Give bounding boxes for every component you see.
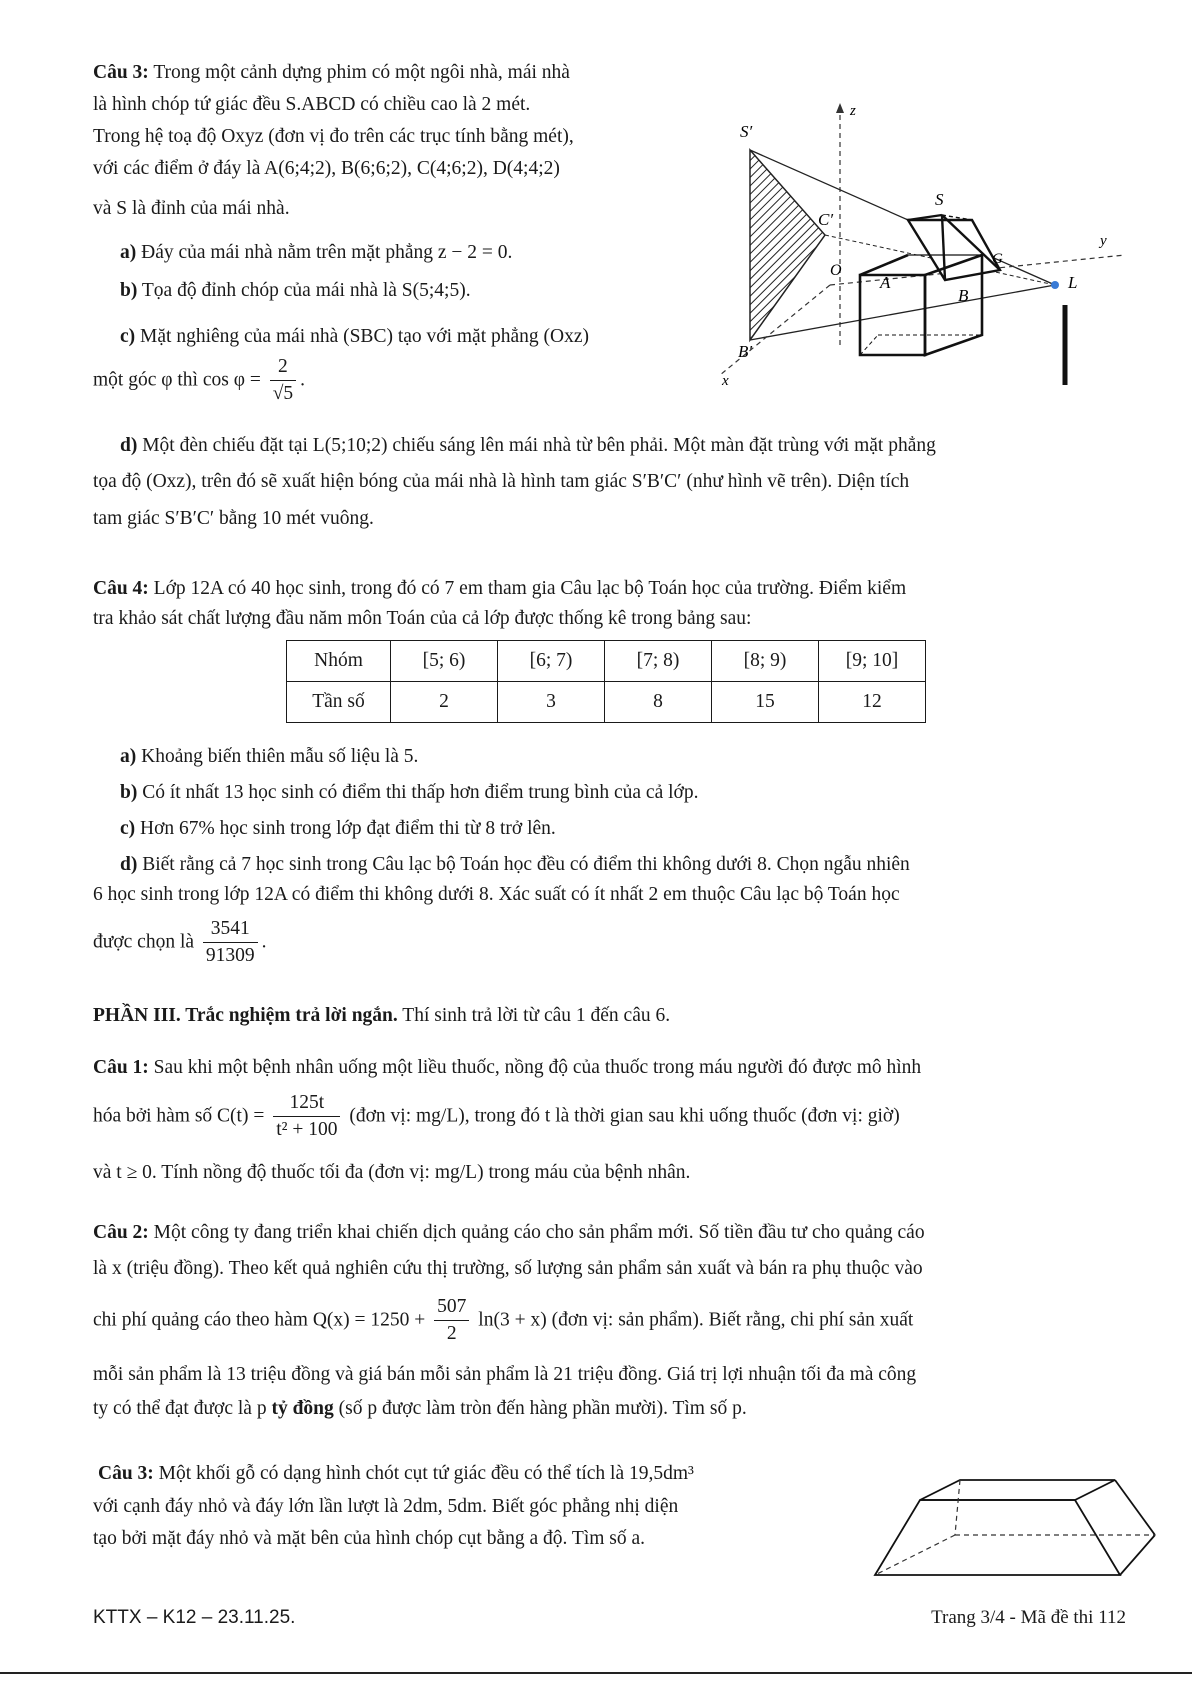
table-cell: 8 — [605, 682, 712, 723]
z-axis-label: z — [850, 103, 856, 119]
q3a-intro-line-5: và S là đỉnh của mái nhà. — [93, 198, 290, 219]
footer-left: KTTX – K12 – 23.11.25. — [93, 1607, 296, 1628]
q3a-label: Câu 3: — [93, 62, 149, 83]
q3a-statement-a: a) Đáy của mái nhà nằm trên mặt phẳng z − 2 = 0. — [120, 242, 513, 263]
q4-statement-c: c) Hơn 67% học sinh trong lớp đạt điểm thi từ 8 trở lên. — [120, 818, 556, 839]
q3a-statement-d-line-3: tam giác S′B′C′ bằng 10 mét vuông. — [93, 508, 374, 529]
pyramid-base — [908, 220, 1000, 280]
bottom-rule — [0, 1672, 1192, 1674]
q4-statement-d-line-3: được chọn là $\frac{3541}{91309}$ . — [93, 916, 267, 969]
q1-line-3: và t ≥ 0. Tính nồng độ thuốc tối đa (đơn vị: mg/L) trong máu của bệnh nhân. — [93, 1162, 691, 1183]
q3a-intro-line-4: với các điểm ở đáy là A(6;4;2), B(6;6;2), C(4;6;2), D(4;4;2) — [93, 158, 560, 179]
q3a-statement-b: b) Tọa độ đỉnh chóp của mái nhà là S(5;4;5). — [120, 280, 471, 301]
frequency-table — [286, 640, 926, 723]
point-S: S — [935, 190, 944, 209]
q2-line-2: là x (triệu đồng). Theo kết quả nghiên cứu thị trường, số lượng sản phẩm sản xuất và bán ra phụ thuộc vào — [93, 1258, 923, 1279]
q4-statement-a: a) Khoảng biến thiên mẫu số liệu là 5. — [120, 746, 419, 767]
q4-statement-d-line-2: 6 học sinh trong lớp 12A có điểm thi không dưới 8. Xác suất có ít nhất 2 em thuộc Câu lạc bộ Toán học — [93, 884, 900, 905]
q2-line-4: mỗi sản phẩm là 13 triệu đồng và giá bán mỗi sản phẩm là 21 triệu đồng. Giá trị lợi nhuận tối đa mà công — [93, 1364, 917, 1385]
q3a-intro-line-3: Trong hệ toạ độ Oxyz (đơn vị đo trên các trục tính bằng mét), — [93, 126, 574, 147]
table-cell: 3 — [498, 682, 605, 723]
concentration-fraction: $\frac{125t}{\text{t² + 100}}$ — [273, 1090, 340, 1143]
point-Sp: S′ — [740, 122, 753, 141]
table-header-cell: Nhóm — [287, 641, 391, 682]
point-L: L — [1068, 273, 1078, 292]
table-cell: 15 — [712, 682, 819, 723]
q2-line-1: Câu 2: Một công ty đang triển khai chiến dịch quảng cáo cho sản phẩm mới. Số tiền đầu tư cho quảng cáo — [93, 1222, 925, 1243]
table-cell: 12 — [819, 682, 926, 723]
q1-label: Câu 1: — [93, 1057, 149, 1078]
q3a-statement-c-cont: một góc φ thì cos φ = $\frac{2}{√5}$ . — [93, 354, 305, 407]
table-cell: [7; 8) — [605, 641, 712, 682]
frustum-front-face — [875, 1500, 1120, 1575]
q2-line-5: ty có thể đạt được là p tỷ đồng (số p được làm tròn đến hàng phần mười). Tìm số p. — [93, 1398, 747, 1419]
q1-line-2: hóa bởi hàm số C(t) = $\frac{125t}{\text{t² + 100}}$ (đơn vị: mg/L), trong đó t là thời gian sau khi uống thuốc (đơn vị: giờ) — [93, 1090, 900, 1143]
q4-intro-line-1: Câu 4: Lớp 12A có 40 học sinh, trong đó có 7 em tham gia Câu lạc bộ Toán học của trường. Điểm kiểm — [93, 578, 907, 599]
q3b-line-1: Câu 3: Một khối gỗ có dạng hình chót cụt tứ giác đều có thể tích là 19,5dm³ — [98, 1463, 694, 1484]
cos-fraction: $\frac{2}{√5}$ — [270, 354, 296, 407]
point-G: G — [992, 251, 1003, 267]
part3-heading: PHẦN III. Trắc nghiệm trả lời ngắn. Thí sinh trả lời từ câu 1 đến câu 6. — [93, 1005, 671, 1026]
point-B: B — [958, 286, 969, 305]
q1-line-1: Câu 1: Sau khi một bệnh nhân uống một liều thuốc, nồng độ của thuốc trong máu người đó được mô hình — [93, 1057, 922, 1078]
q2-fraction: $\frac{507}{2}$ — [434, 1294, 469, 1347]
house-front — [860, 275, 925, 355]
table-cell: [8; 9) — [712, 641, 819, 682]
probability-fraction: $\frac{3541}{91309}$ — [203, 916, 258, 969]
q3a-intro-line-2: là hình chóp tứ giác đều S.ABCD có chiều cao là 2 mét. — [93, 94, 531, 115]
table-cell: 2 — [391, 682, 498, 723]
footer-right: Trang 3/4 - Mã đề thi 112 — [931, 1607, 1126, 1628]
q3b-line-2: với cạnh đáy nhỏ và đáy lớn lần lượt là 2dm, 5dm. Biết góc phẳng nhị diện — [93, 1496, 679, 1517]
table-cell: [6; 7) — [498, 641, 605, 682]
q3b-label: Câu 3: — [98, 1463, 154, 1484]
q3a-statement-c: c) Mặt nghiêng của mái nhà (SBC) tạo với mặt phẳng (Oxz) — [120, 326, 589, 347]
roof-shadow-figure — [722, 95, 1130, 395]
y-axis-label: y — [1100, 233, 1107, 249]
q3a-statement-d-line-1: d) Một đèn chiếu đặt tại L(5;10;2) chiếu sáng lên mái nhà từ bên phải. Một màn đặt trùng với mặt phẳng — [120, 435, 936, 456]
point-A: A — [880, 273, 891, 292]
table-cell: [5; 6) — [391, 641, 498, 682]
q4-intro-line-2: tra khảo sát chất lượng đầu năm môn Toán của cả lớp được thống kê trong bảng sau: — [93, 608, 752, 629]
frustum-top-face — [920, 1480, 1115, 1500]
table-row-groups — [287, 641, 926, 682]
point-Cp: C′ — [818, 210, 834, 229]
table-header-cell: Tần số — [287, 682, 391, 723]
light-ray-2 — [750, 285, 1055, 340]
q2-label: Câu 2: — [93, 1222, 149, 1243]
x-axis-label: x — [722, 373, 729, 389]
frustum-figure — [870, 1450, 1160, 1590]
q3a-statement-d-line-2: tọa độ (Oxz), trên đó sẽ xuất hiện bóng của mái nhà là hình tam giác S′B′C′ (như hình vẽ trên). Diện tích — [93, 471, 910, 492]
q3b-line-3: tạo bởi mặt đáy nhỏ và mặt bên của hình chóp cụt bằng a độ. Tìm số a. — [93, 1528, 646, 1549]
q2-line-3: chi phí quảng cáo theo hàm Q(x) = 1250 + $\frac{507}{2}$ ln(3 + x) (đơn vị: sản phẩm). Biết rằng, chi phí sản xuất — [93, 1294, 913, 1347]
point-Bp: B′ — [738, 342, 753, 361]
q3a-intro-line-1: Câu 3: Trong một cảnh dựng phim có một ngôi nhà, mái nhà — [93, 62, 570, 83]
table-cell: [9; 10] — [819, 641, 926, 682]
light-source-dot — [1051, 281, 1059, 289]
table-row-frequencies — [287, 682, 926, 723]
q4-statement-d-line-1: d) Biết rằng cả 7 học sinh trong Câu lạc bộ Toán học đều có điểm thi không dưới 8. Chọn ngẫu nhiên — [120, 854, 910, 875]
q4-statement-b: b) Có ít nhất 13 học sinh có điểm thi thấp hơn điểm trung bình của cả lớp. — [120, 782, 699, 803]
origin-O: O — [830, 262, 842, 279]
q4-label: Câu 4: — [93, 578, 149, 599]
